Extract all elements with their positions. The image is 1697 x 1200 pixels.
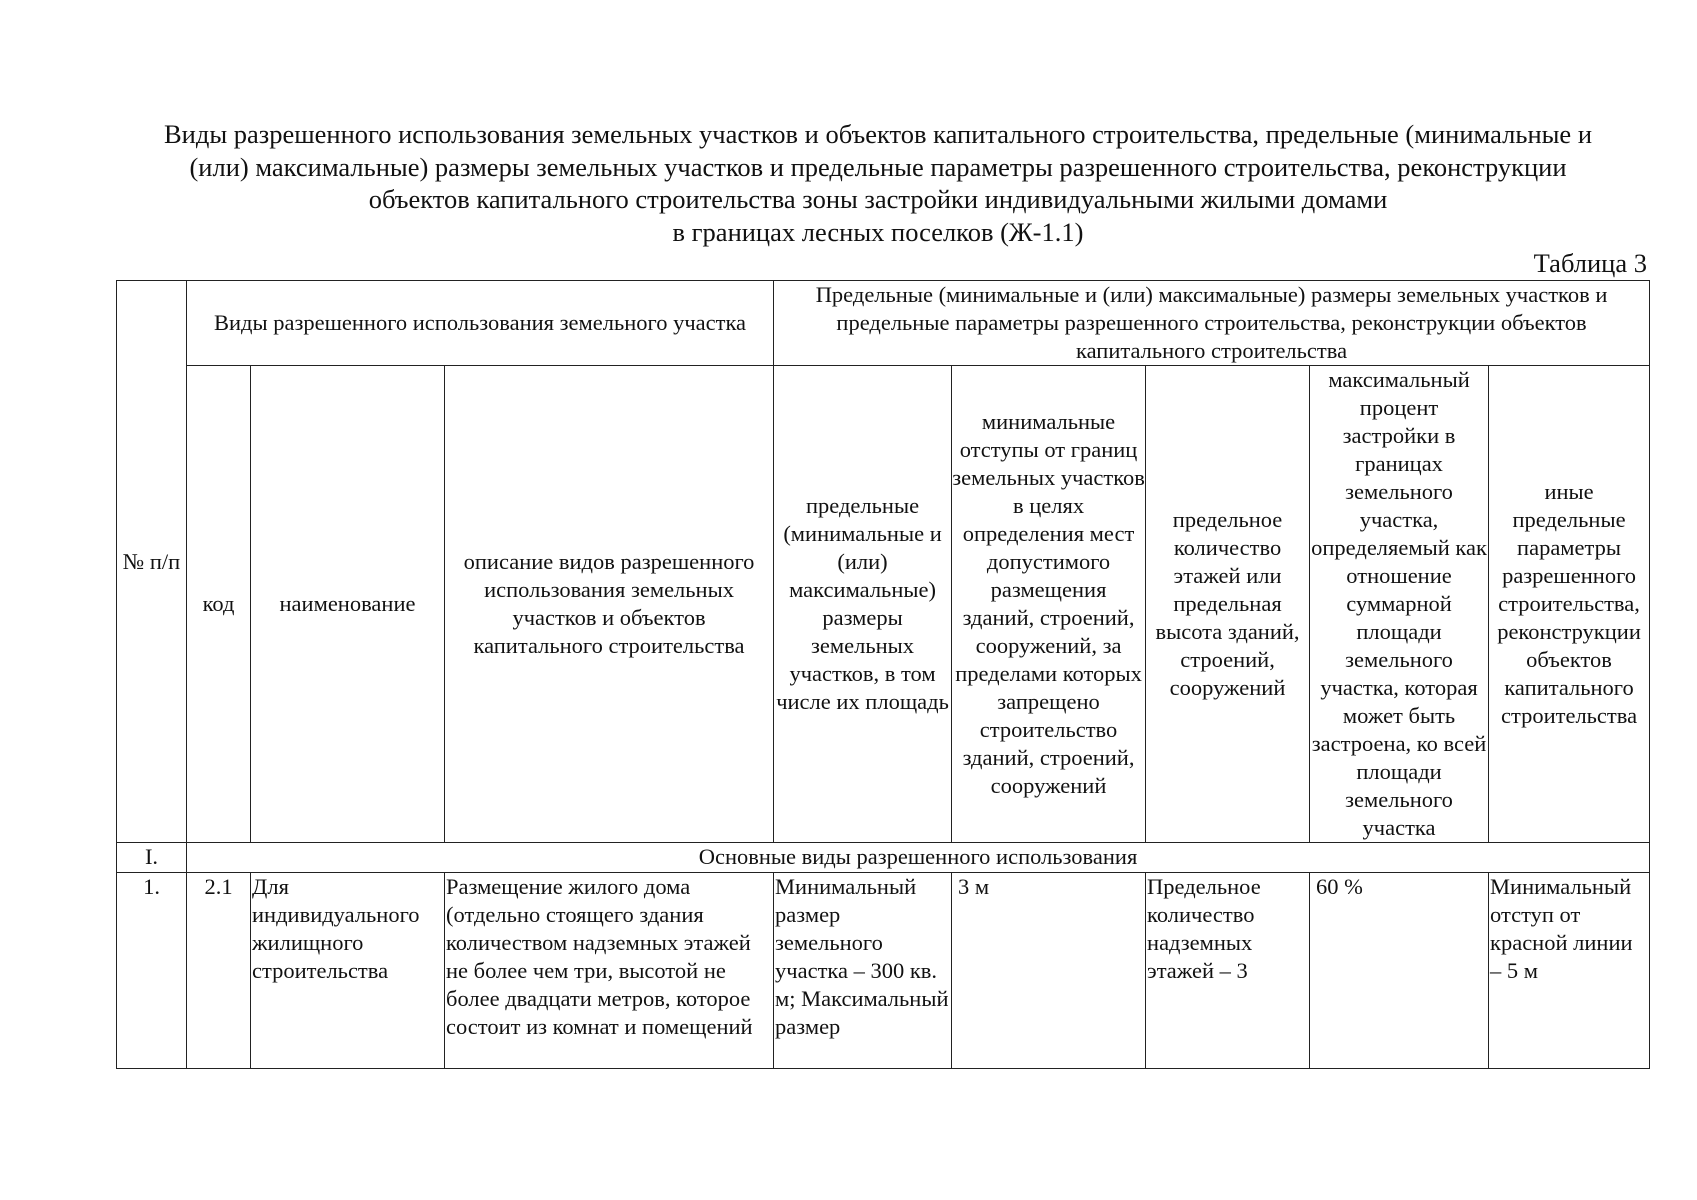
row-coverage: 60 %: [1310, 873, 1489, 1069]
table-label: Таблица 3: [1533, 248, 1647, 278]
row-setbacks: 3 м: [952, 873, 1146, 1069]
title-line: Виды разрешенного использования земельных участков и объектов капитального строительства, предельные (минимальные и: [164, 119, 1592, 149]
header-floors: предельное количество этажей или предельная высота зданий, строений, сооружений: [1146, 366, 1310, 843]
header-coverage: максимальный процент застройки в границах земельного участка, определяемый как отношение суммарной площади земельного участка, которая может быть застроена, ко всей площади земельного участка: [1310, 366, 1489, 843]
row-num: 1.: [117, 873, 187, 1069]
row-floors: Предельное количество надземных этажей – 3: [1146, 873, 1310, 1069]
table-row: [117, 873, 1650, 1069]
row-description: Размещение жилого дома (отдельно стоящего здания количеством надземных этажей не более чем три, высотой не более двадцати метров, которое состоит из комнат и помещений: [445, 873, 774, 1069]
document-title: [108, 118, 1648, 248]
header-group-use: Виды разрешенного использования земельного участка: [187, 281, 774, 366]
header-group-params: Предельные (минимальные и (или) максимальные) размеры земельных участков и предельные параметры разрешенного строительства, реконструкции объектов капитального строительства: [774, 281, 1650, 366]
row-other: Минимальный отступ от красной линии – 5 м: [1489, 873, 1650, 1069]
row-size: Минимальный размер земельного участка – 300 кв. м; Максимальный размер: [774, 873, 952, 1069]
header-num: № п/п: [117, 281, 187, 843]
section-title: Основные виды разрешенного использования: [187, 843, 1650, 873]
title-line: (или) максимальные) размеры земельных участков и предельные параметры разрешенного строительства, реконструкции: [189, 151, 1567, 182]
header-name: наименование: [251, 366, 445, 843]
header-size: предельные (минимальные и (или) максимальные) размеры земельных участков, в том числе их площадь: [774, 366, 952, 843]
row-code: 2.1: [187, 873, 251, 1069]
row-name: Для индивидуального жилищного строительства: [251, 873, 445, 1069]
section-num: I.: [117, 843, 187, 873]
header-description: описание видов разрешенного использования земельных участков и объектов капитального строительства: [445, 366, 774, 843]
title-line: объектов капитального строительства зоны застройки индивидуальными жилыми домами: [368, 184, 1388, 214]
title-line: в границах лесных поселков (Ж-1.1): [672, 216, 1084, 247]
zoning-table: [116, 280, 1650, 1069]
header-code: код: [187, 366, 251, 843]
header-setbacks: минимальные отступы от границ земельных участков в целях определения мест допустимого размещения зданий, строений, сооружений, за пределами которых запрещено строительство зданий, строений, сооружений: [952, 366, 1146, 843]
header-other: иные предельные параметры разрешенного строительства, реконструкции объектов капитального строительства: [1489, 366, 1650, 843]
